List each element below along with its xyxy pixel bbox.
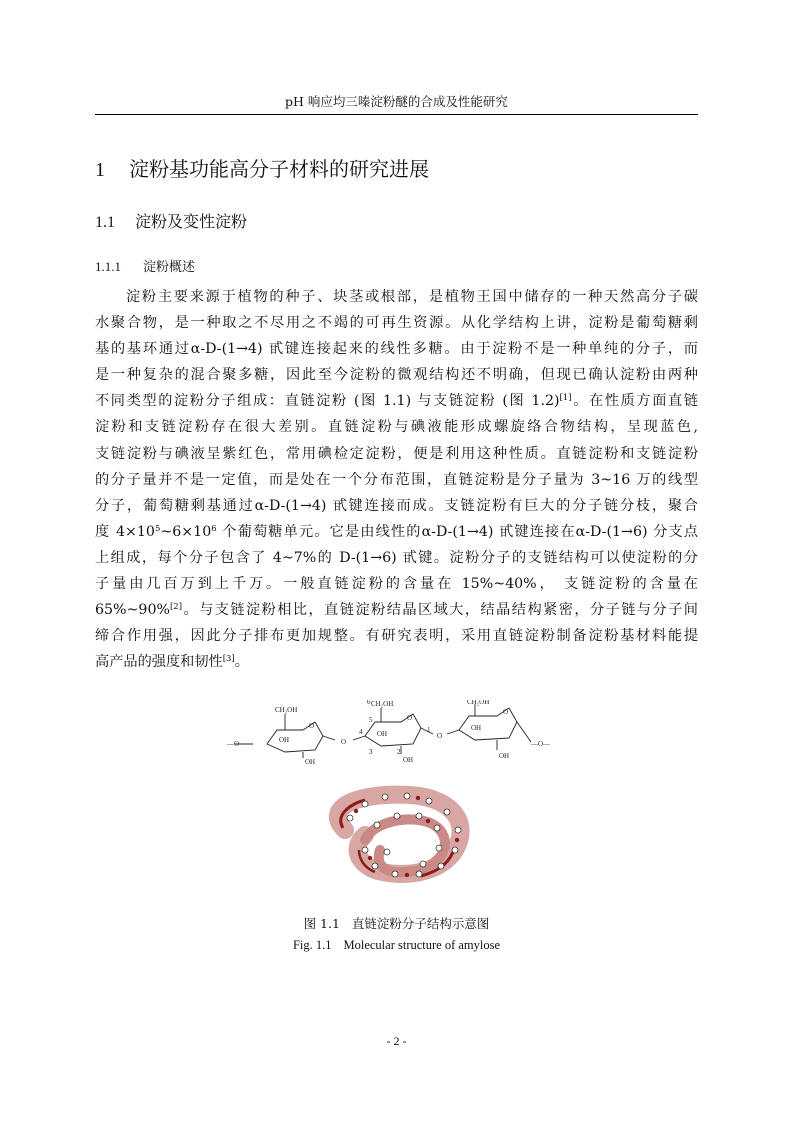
line-text: 65%~90%	[95, 602, 170, 619]
structure-label: OH	[403, 756, 414, 764]
amylose-figure-graphic	[225, 700, 565, 905]
helix-atom	[455, 827, 461, 833]
citation: [1]	[559, 393, 572, 404]
subsection-number: 1.1	[95, 214, 115, 231]
paragraph-line: 分子，葡萄糖剩基通过α-D-(1→4) 甙键连接而成。支链淀粉有巨大的分子链分枝，聚合	[95, 497, 698, 514]
structure-label: 6	[367, 700, 371, 706]
structure-label: CH₂OH	[371, 700, 394, 708]
structure-label: 1	[427, 726, 431, 734]
exponent: 5	[154, 523, 161, 534]
structure-label: CH₂OH	[275, 706, 298, 714]
figure-caption-english	[95, 936, 698, 954]
helix-atom	[416, 871, 422, 877]
amylose-figure	[225, 700, 565, 905]
helix-atom	[374, 822, 380, 828]
helix-oxygen	[354, 809, 358, 813]
structure-label: 5	[369, 716, 373, 724]
paragraph-line: 缔合作用强，因此分子排布更加规整。有研究表明，采用直链淀粉制备淀粉基材料能提	[95, 628, 698, 645]
paragraph-line: 淀粉和支链淀粉存在很大差别。直链淀粉与碘液能形成螺旋络合物结构，呈现蓝色,	[95, 419, 698, 436]
paragraph-line: 支链淀粉与碘液呈紫红色，常用碘检定淀粉，便是利用这种性质。直链淀粉和支链淀粉	[95, 445, 698, 462]
figure-caption-text: Molecular structure of amylose	[343, 938, 501, 952]
structure-label: —O—	[531, 740, 551, 748]
glucose-ring	[365, 714, 421, 746]
helix-atom	[426, 798, 432, 804]
paragraph-line	[95, 519, 698, 545]
subsection-title: 淀粉及变性淀粉	[135, 212, 248, 231]
helix-gap	[400, 832, 425, 860]
body-paragraph	[95, 284, 698, 675]
paragraph-line	[95, 597, 698, 623]
bond	[353, 736, 365, 740]
line-text: ~6×10	[160, 523, 212, 540]
helix-atom	[434, 825, 440, 831]
section-heading	[95, 155, 429, 184]
paragraph-line	[95, 649, 698, 675]
helix-oxygen	[368, 856, 372, 860]
figure-caption-chinese	[95, 915, 698, 933]
line-text: 。在性质方面直链	[571, 393, 698, 410]
line-text: 不同类型的淀粉分子组成：直链淀粉 (图 1.1) 与支链淀粉 (图 1.2)	[95, 393, 560, 410]
paragraph-line: 水聚合物，是一种取之不尽用之不竭的可再生资源。从化学结构上讲，淀粉是葡萄糖剩	[95, 315, 698, 332]
line-text: 。	[234, 654, 249, 671]
header-rule	[95, 114, 698, 115]
paragraph-line: 上组成，每个分子包含了 4~7%的 D-(1→6) 甙键。淀粉分子的支链结构可以使淀粉的分	[95, 549, 698, 566]
helix-oxygen	[426, 819, 430, 823]
helix-atom	[452, 847, 458, 853]
section-number: 1	[95, 159, 105, 181]
helix-atom	[384, 849, 390, 855]
figure-label: 图 1.1	[303, 916, 340, 931]
paragraph-line: 的分子量并不是一定值，而是处在一个分布范围，直链淀粉是分子量为 3~16 万的线型	[95, 471, 698, 488]
structure-label: OH	[471, 724, 482, 732]
helix-atom	[394, 813, 400, 819]
page-number: - 2 -	[386, 1034, 407, 1048]
structure-label: 2	[397, 748, 401, 756]
helix-atom	[420, 861, 426, 867]
helix-oxygen	[405, 873, 409, 877]
bond	[517, 722, 531, 742]
exponent: 6	[211, 523, 217, 534]
subsubsection-title: 淀粉概述	[143, 260, 196, 275]
helix-atom	[416, 813, 422, 819]
helix-oxygen	[455, 838, 459, 842]
line-text: 高产品的强度和韧性	[95, 654, 223, 671]
bond	[323, 736, 335, 740]
citation: [3]	[222, 654, 235, 665]
helix-atom	[362, 801, 368, 807]
structure-label: CH₂OH	[467, 700, 490, 706]
structure-label: O	[407, 714, 413, 722]
helix-atom	[392, 871, 398, 877]
line-text: 度 4×10	[95, 523, 155, 540]
subsection-heading	[95, 210, 247, 235]
line-text: 个葡萄糖单元。它是由线性的α-D-(1→4) 甙键连接在α-D-(1→6) 分支点	[216, 523, 698, 540]
structure-label: O	[437, 732, 443, 740]
running-header: pH 响应均三嗪淀粉醚的合成及性能研究	[285, 94, 508, 109]
helix-oxygen	[416, 796, 420, 800]
helix-atom	[436, 845, 442, 851]
paragraph-line: 是一种复杂的混合聚多糖，因此至今淀粉的微观结构还不明确，但现已确认淀粉由两种	[95, 367, 698, 384]
paragraph-line: 基的基环通过α-D-(1→4) 甙键连接起来的线性多糖。由于淀粉不是一种单纯的分子，而	[95, 341, 698, 358]
subsubsection-heading	[95, 257, 195, 278]
structure-label: OH	[377, 730, 388, 738]
structure-label: O	[503, 708, 509, 716]
glucose-ring	[459, 708, 517, 740]
figure-caption-text: 直链淀粉分子结构示意图	[351, 916, 490, 931]
structure-label: OH	[305, 758, 316, 766]
helix-atom	[382, 794, 388, 800]
helix-atom	[372, 863, 378, 869]
structure-label: OH	[279, 736, 290, 744]
paragraph-line	[95, 388, 698, 414]
paragraph-line: 子量由几百万到上千万。一般直链淀粉的含量在 15%~40%， 支链淀粉的含量在	[95, 576, 698, 593]
figure-label: Fig. 1.1	[292, 938, 332, 952]
helix-atom	[362, 847, 368, 853]
helix-atom	[438, 863, 444, 869]
structure-label: 3	[369, 748, 373, 756]
subsubsection-number: 1.1.1	[95, 259, 121, 274]
structure-label: O	[309, 722, 315, 730]
helix-atom	[404, 793, 410, 799]
line-text: 。与支链淀粉相比，直链淀粉结晶区域大，结晶结构紧密，分子链与分子间	[182, 602, 698, 619]
paragraph-line: 淀粉主要来源于植物的种子、块茎或根部，是植物王国中储存的一种天然高分子碳	[126, 289, 698, 305]
bond	[447, 730, 459, 734]
section-title: 淀粉基功能高分子材料的研究进展	[129, 157, 429, 181]
amylose-helix	[338, 793, 461, 877]
structure-label: OH	[499, 752, 510, 760]
structure-label: O	[341, 738, 347, 746]
citation: [2]	[169, 602, 183, 613]
structure-label: 4	[359, 728, 363, 736]
helix-atom	[347, 815, 353, 821]
glucose-ring	[267, 722, 323, 752]
helix-atom	[444, 809, 450, 815]
structure-label: —O—	[227, 740, 247, 748]
